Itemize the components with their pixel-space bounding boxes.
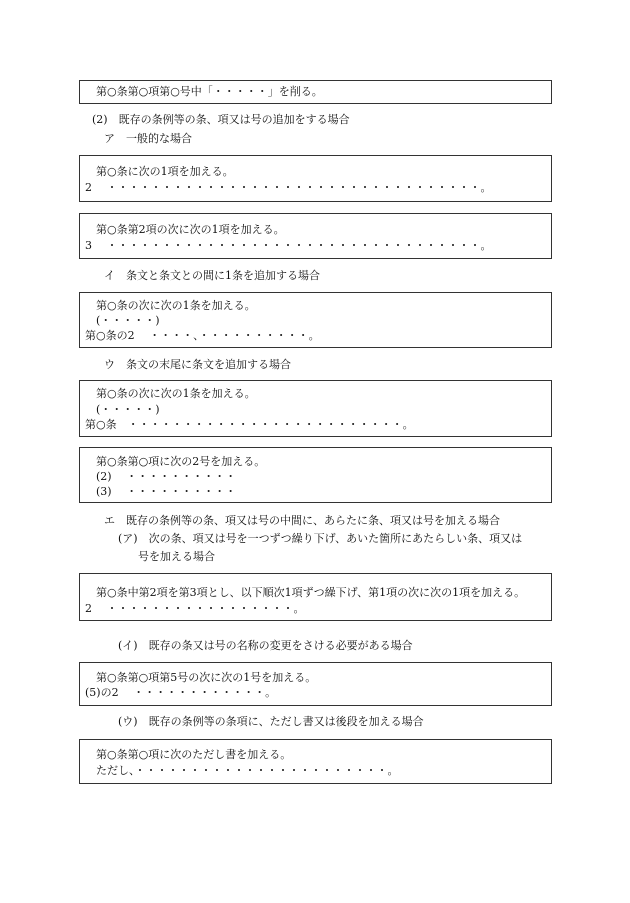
amendment-instruction: 第○条の次に次の1条を加える。: [96, 387, 256, 400]
amendment-body: 第○条 ・・・・・・・・・・・・・・・・・・・・・・・・・。: [85, 418, 414, 431]
section-heading-2: (2) 既存の条例等の条、項又は号の追加をする場合: [92, 113, 350, 126]
item-line: (2) ・・・・・・・・・・: [96, 470, 237, 483]
amendment-box-append-article: [79, 380, 552, 437]
subsubsection-heading-e1: (ア) 次の条、項又は号を一つずつ繰り下げ、あいた箇所にあたらしい条、項又は: [118, 532, 523, 545]
amendment-body: ただし、・・・・・・・・・・・・・・・・・・・・・・・。: [96, 764, 399, 777]
amendment-body: 第○条の2 ・・・・、・・・・・・・・・・。: [85, 329, 320, 342]
amendment-box-delete: [79, 80, 552, 104]
amendment-box-branch-item: [79, 662, 552, 706]
subsubsection-heading-e1-cont: 号を加える場合: [138, 550, 215, 563]
subsubsection-heading-e3: (ウ) 既存の条例等の条項に、ただし書又は後段を加える場合: [118, 715, 424, 728]
amendment-body: (5)の2 ・・・・・・・・・・・・。: [85, 686, 277, 699]
amendment-instruction: 第○条第○項に次のただし書を加える。: [96, 748, 292, 761]
amendment-body: 3 ・・・・・・・・・・・・・・・・・・・・・・・・・・・・・・・・・・。: [85, 239, 492, 252]
amendment-box-proviso: [79, 739, 552, 784]
amendment-instruction: 第○条第○項第5号の次に次の1号を加える。: [96, 671, 317, 684]
amendment-instruction: 第○条に次の1項を加える。: [96, 165, 234, 178]
amendment-instruction: 第○条第2項の次に次の1項を加える。: [96, 223, 285, 236]
article-caption: (・・・・・): [96, 403, 160, 416]
amendment-box-insert-article: [79, 292, 552, 348]
amendment-box-renumber: [79, 573, 552, 621]
subsection-heading-e: エ 既存の条例等の条、項又は号の中間に、あらたに条、項又は号を加える場合: [104, 514, 500, 527]
article-caption: (・・・・・): [96, 314, 160, 327]
amendment-instruction: 第○条第○項に次の2号を加える。: [96, 455, 266, 468]
subsection-heading-u: ウ 条文の末尾に条文を追加する場合: [104, 358, 291, 371]
amendment-text: 第○条第○項第○号中「・・・・・」を削る。: [96, 85, 323, 98]
item-line: (3) ・・・・・・・・・・: [96, 485, 237, 498]
amendment-box-add-items: [79, 447, 552, 503]
amendment-instruction: 第○条中第2項を第3項とし、以下順次1項ずつ繰下げ、第1項の次に次の1項を加える。: [96, 586, 526, 599]
subsection-heading-i: イ 条文と条文との間に1条を追加する場合: [104, 269, 320, 282]
subsubsection-heading-e2: (イ) 既存の条又は号の名称の変更をさける必要がある場合: [118, 639, 413, 652]
amendment-box-add-paragraph-1: [79, 155, 552, 202]
amendment-body: 2 ・・・・・・・・・・・・・・・・・・・・・・・・・・・・・・・・・・。: [85, 181, 492, 194]
amendment-box-add-paragraph-2: [79, 213, 552, 259]
amendment-instruction: 第○条の次に次の1条を加える。: [96, 299, 256, 312]
amendment-body: 2 ・・・・・・・・・・・・・・・・・。: [85, 602, 305, 615]
subsection-heading-a: ア 一般的な場合: [104, 132, 192, 145]
